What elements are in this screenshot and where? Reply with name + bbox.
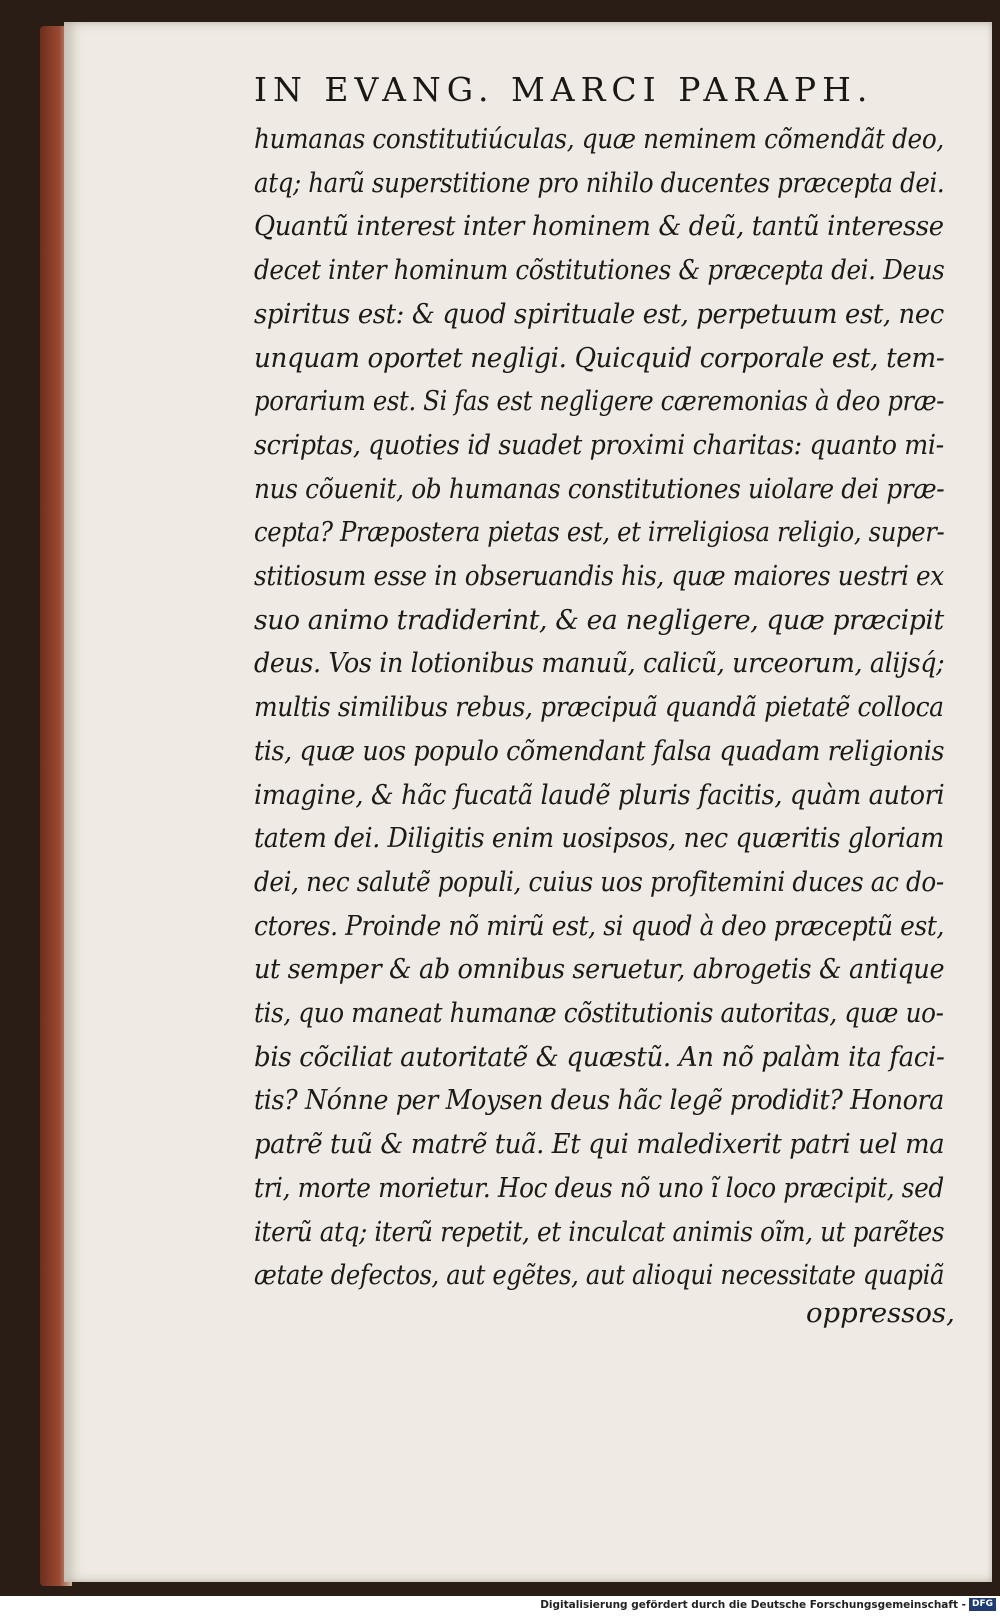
text-line: atq; harũ superstitione pro nihilo ducentes præcepta dei. xyxy=(254,166,945,199)
text-line: multis similibus rebus, præcipuã quandã pietatẽ colloca xyxy=(254,691,944,724)
text-line: decet inter hominum cõstitutiones & præcepta dei. Deus xyxy=(254,254,945,287)
text-line: scriptas, quoties id suadet proximi charitas: quanto mi- xyxy=(254,428,944,461)
text-line: bis cõciliat autoritatẽ & quæstũ. An nõ palàm ita faci- xyxy=(254,1040,945,1073)
text-line: tri, morte morietur. Hoc deus nõ uno ĩ loco præcipit, sed xyxy=(254,1171,944,1204)
text-line: deus. Vos in lotionibus manuũ, calicũ, urceorum, alijsq́; xyxy=(254,647,945,680)
running-head: IN EVANG. MARCI PARAPH. xyxy=(254,70,874,109)
text-line: suo animo tradiderint, & ea negligere, quæ præcipit xyxy=(254,603,944,636)
text-line: ut semper & ab omnibus seruetur, abrogetis & antique xyxy=(254,953,945,986)
text-line: tis, quæ uos populo cõmendant falsa quadam religionis xyxy=(254,734,945,767)
text-line: ctores. Proinde nõ mirũ est, si quod à deo præceptũ est, xyxy=(254,909,945,942)
catchword: oppressos, xyxy=(806,1297,955,1329)
text-line: patrẽ tuũ & matrẽ tuã. Et qui maledixerit patri uel ma xyxy=(254,1128,945,1161)
text-line: tis? Nónne per Moysen deus hãc legẽ prodidit? Honora xyxy=(254,1084,944,1117)
text-line: porarium est. Si fas est negligere cæremonias à deo præ- xyxy=(254,385,945,418)
text-line: ætate defectos, aut egẽtes, aut alioqui necessitate quapiã xyxy=(254,1259,945,1292)
text-line: humanas constitutiúculas, quæ neminem cõmendãt deo, xyxy=(254,123,944,155)
text-line: nus cõuenit, ob humanas constitutiones uiolare dei præ- xyxy=(254,472,945,505)
text-line: stitiosum esse in obseruandis his, quæ maiores uestri ex xyxy=(254,560,944,593)
text-line: tis, quo maneat humanæ cõstitutionis autoritas, quæ uo- xyxy=(254,997,944,1030)
text-line: Quantũ interest inter hominem & deũ, tantũ interesse xyxy=(254,210,944,243)
text-line: tatem dei. Diligitis enim uosipsos, nec quæritis gloriam xyxy=(254,822,944,855)
text-line: dei, nec salutẽ populi, cuius uos profitemini duces ac do- xyxy=(254,865,944,898)
text-line: iterũ atq; iterũ repetit, et inculcat animis oĩm, ut parẽtes xyxy=(254,1215,945,1248)
text-line: unquam oportet negligi. Quicquid corporale est, tem- xyxy=(254,341,945,374)
text-line: imagine, & hãc fucatã laudẽ pluris facitis, quàm autori xyxy=(254,778,945,811)
text-line: spiritus est: & quod spirituale est, perpetuum est, nec xyxy=(254,297,944,330)
dfg-logo: DFG xyxy=(969,1598,996,1611)
funding-credit: Digitalisierung gefördert durch die Deutsche Forschungsgemeinschaft - xyxy=(540,1599,966,1611)
body-text xyxy=(254,118,954,1298)
text-line: cepta? Præpostera pietas est, et irreligiosa religio, super- xyxy=(254,516,945,549)
